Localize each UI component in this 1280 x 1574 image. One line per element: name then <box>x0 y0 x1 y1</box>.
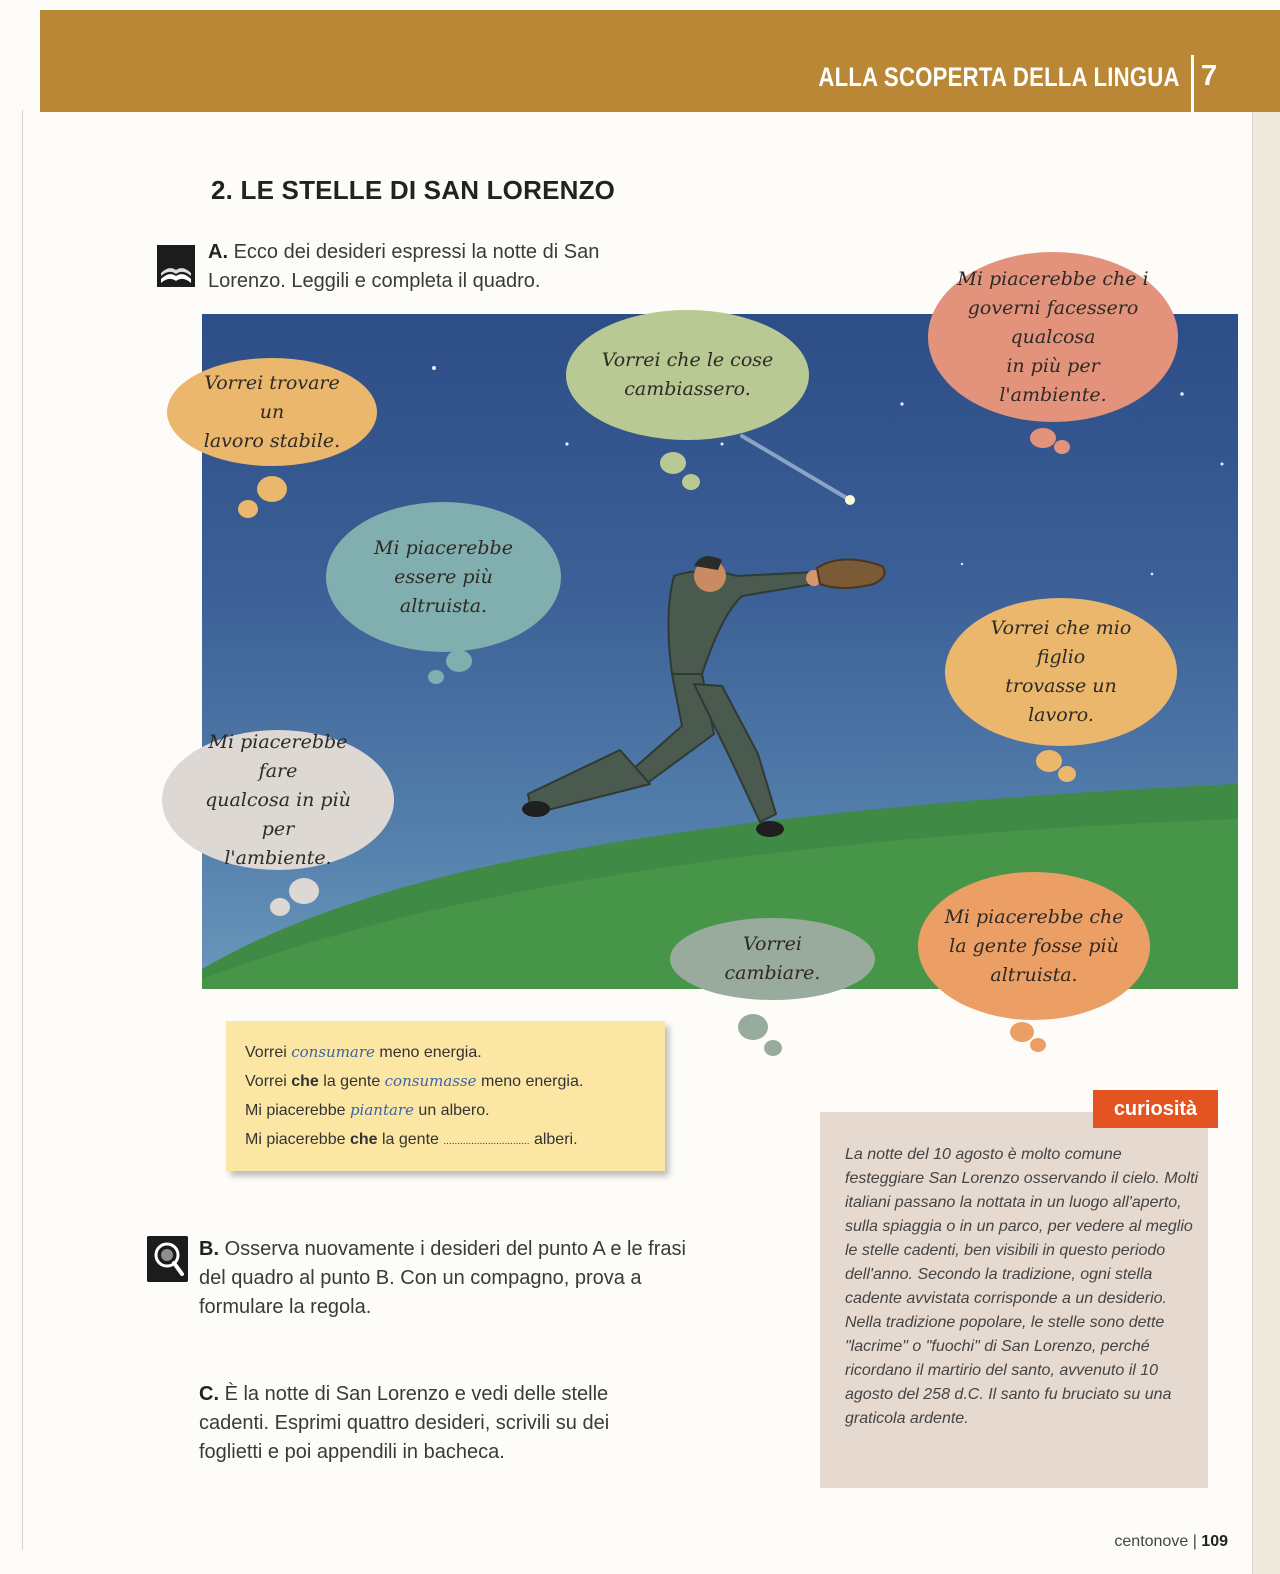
unit-title: ALLA SCOPERTA DELLA LINGUA <box>818 62 1180 92</box>
exercise-a-text: Ecco dei desideri espressi la notte di San Lorenzo. Leggili e completa il quadro. <box>208 241 600 292</box>
thought-dot <box>446 650 472 672</box>
thought-dot <box>1058 766 1076 782</box>
thought-bubble: Vorrei che mio figlio trovasse un lavoro. <box>945 598 1177 746</box>
page-edge <box>1252 112 1280 1574</box>
thought-dot <box>738 1014 768 1040</box>
reading-book-icon <box>155 243 197 289</box>
thought-bubble: Mi piacerebbe che la gente fosse più altruista. <box>918 872 1150 1020</box>
unit-number: 7 <box>1201 60 1218 92</box>
footer-separator: | <box>1192 1533 1197 1550</box>
thought-dot <box>270 898 290 916</box>
header-band <box>40 10 1280 112</box>
thought-dot <box>1054 440 1070 454</box>
page-number: 109 <box>1201 1533 1228 1550</box>
thought-bubble: Mi piacerebbe fare qualcosa in più per l'ambiente. <box>162 730 394 870</box>
grammar-line: Mi piacerebbe che la gente ............................... alberi. <box>245 1131 578 1148</box>
exercise-c <box>199 1380 669 1467</box>
curiosity-text: La notte del 10 agosto è molto comune festeggiare San Lorenzo osservando il cielo. Molti italiani passano la nottata in un luogo all'aperto, sulla spiaggia o in un parco, per vedere al meglio le stelle cadenti, ben visibili in questo periodo dell'anno. Secondo la tradizione, ogni stella cadente avvistata corrisponde a un desiderio. Nella tradizione popolare, le stelle sono dette "lacrime" o "fuochi" di San Lorenzo, perché ricordano il martirio del santo, avvenuto il 10 agosto del 258 d.C. Il santo fu bruciato su una graticola ardente. <box>845 1146 1199 1427</box>
magnifying-glass-icon <box>147 1236 188 1282</box>
thought-dot <box>428 670 444 684</box>
thought-dot <box>660 452 686 474</box>
margin-line <box>22 110 23 1550</box>
thought-bubble: Vorrei trovare un lavoro stabile. <box>167 358 377 466</box>
exercise-c-text: È la notte di San Lorenzo e vedi delle stelle cadenti. Esprimi quattro desideri, scrivili su dei foglietti e poi appendili in bacheca. <box>199 1383 610 1463</box>
thought-dot <box>257 476 287 502</box>
header-divider <box>1191 55 1194 112</box>
handwritten-word: consumasse <box>384 1072 477 1090</box>
grammar-box <box>226 1021 665 1171</box>
thought-bubble: Mi piacerebbe essere più altruista. <box>326 502 561 652</box>
fill-in-blank[interactable]: ............................... <box>443 1136 530 1147</box>
thought-dot <box>682 474 700 490</box>
grammar-line: Mi piacerebbe piantare un albero. <box>245 1101 490 1119</box>
exercise-b-text: Osserva nuovamente i desideri del punto A e le frasi del quadro al punto B. Con un compagno, prova a formulare la regola. <box>199 1238 686 1318</box>
thought-dot <box>1010 1022 1034 1042</box>
thought-bubble: Mi piacerebbe che i governi facessero qualcosa in più per l'ambiente. <box>928 252 1178 422</box>
thought-dot <box>1030 1038 1046 1052</box>
curiosity-tag: curiosità <box>1093 1090 1218 1128</box>
thought-dot <box>764 1040 782 1056</box>
exercise-b <box>199 1235 689 1322</box>
thought-bubble: Vorrei cambiare. <box>670 918 875 1000</box>
thought-dot <box>1036 750 1062 772</box>
grammar-line: Vorrei che la gente consumasse meno energia. <box>245 1072 584 1090</box>
exercise-a <box>208 238 628 296</box>
handwritten-word: piantare <box>349 1101 414 1119</box>
thought-dot <box>1030 428 1056 448</box>
thought-dot <box>238 500 258 518</box>
page-word: centonove <box>1114 1533 1189 1550</box>
exercise-b-label: B. <box>199 1238 219 1260</box>
page-footer <box>1114 1533 1228 1551</box>
thought-bubble: Vorrei che le cose cambiassero. <box>566 310 809 440</box>
handwritten-word: consumare <box>291 1043 375 1061</box>
grammar-line: Vorrei consumare meno energia. <box>245 1043 482 1061</box>
section-title: 2. LE STELLE DI SAN LORENZO <box>211 175 616 205</box>
exercise-a-label: A. <box>208 241 228 263</box>
exercise-c-label: C. <box>199 1383 219 1405</box>
thought-dot <box>289 878 319 904</box>
